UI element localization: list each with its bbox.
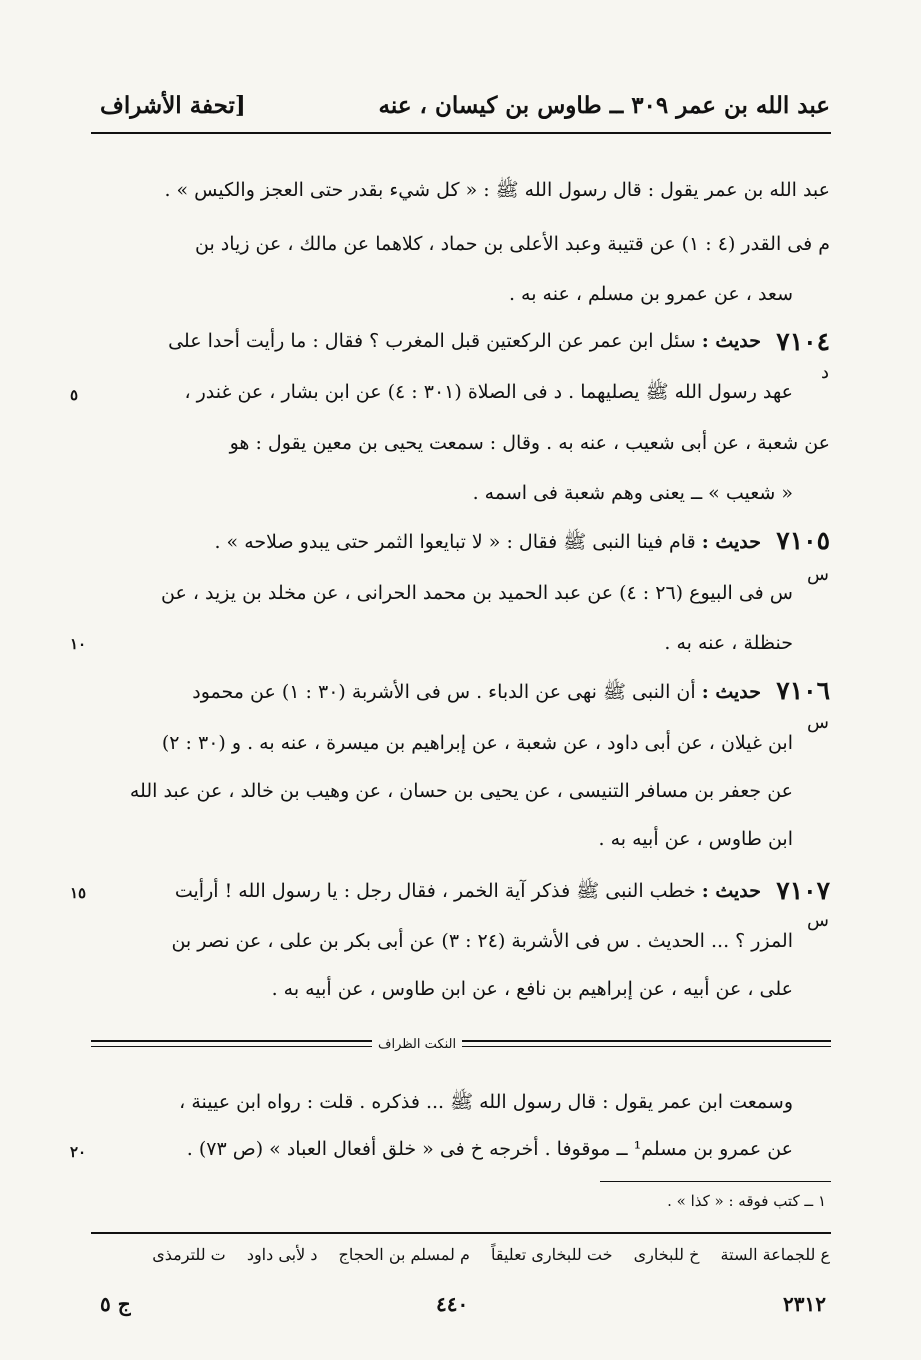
siglum: س <box>807 910 829 931</box>
text-line: عن شعبة ، عن أبى شعيب ، عنه به . وقال : سمعت يحيى بن معين يقول : هو <box>229 432 830 454</box>
siglum: د <box>820 362 829 383</box>
text-line: س فى البيوع (٢٦ : ٤) عن عبد الحميد بن محمد الحرانى ، عن مخلد بن يزيد ، عن <box>161 582 793 604</box>
text-line: حنظلة ، عنه به . <box>664 632 793 654</box>
hadith-text: قام فينا النبى ﷺ فقال : « لا تبايعوا الثمر حتى يبدو صلاحه » . <box>214 531 696 553</box>
text-line: ابن طاوس ، عن أبيه به . <box>598 828 793 850</box>
text-line: عبد الله بن عمر يقول : قال رسول الله ﷺ : « كل شيء بقدر حتى العجز والكيس » . <box>164 179 830 201</box>
footnote: ١ ــ كتب فوقه : « كذا » . <box>667 1192 826 1210</box>
hadith-first-line <box>101 879 761 907</box>
header-rule <box>91 132 831 134</box>
text-line: عهد رسول الله ﷺ يصليهما . د فى الصلاة (٣٠١ : ٤) عن ابن بشار ، عن غندر ، <box>184 381 793 403</box>
hadith-text: أن النبى ﷺ نهى عن الدباء . س فى الأشربة (٣٠ : ١) عن محمود <box>192 681 696 703</box>
nukat-heading: النكت الظراف <box>372 1037 462 1052</box>
part-number: ج ٥ <box>100 1292 131 1316</box>
text-line: م فى القدر (٤ : ١) عن قتيبة وعبد الأعلى بن حماد ، كلاهما عن مالك ، عن زياد بن <box>194 233 830 255</box>
margin-line-number: ١٥ <box>70 884 87 902</box>
hadith-number: ٧١٠٤ <box>776 327 830 356</box>
hadith-number: ٧١٠٥ <box>776 526 830 555</box>
text-line: المزر ؟ ... الحديث . س فى الأشربة (٢٤ : ٣) عن أبى بكر بن على ، عن نصر بن <box>171 930 793 952</box>
text-line: عن جعفر بن مسافر التنيسى ، عن يحيى بن حسان ، عن وهيب بن خالد ، عن عبد الله <box>129 780 793 802</box>
running-head-left: [تحفة الأشراف <box>100 92 246 119</box>
hadith-text: سئل ابن عمر عن الركعتين قبل المغرب ؟ فقال : ما رأيت أحدا على <box>168 330 696 352</box>
hadith-number: ٧١٠٦ <box>776 676 830 705</box>
legend-item: خ للبخارى <box>633 1245 700 1264</box>
margin-line-number: ٥ <box>70 386 79 404</box>
legend-item: د لأبى داود <box>246 1245 318 1264</box>
text-line: على ، عن أبيه ، عن إبراهيم بن نافع ، عن ابن طاوس ، عن أبيه به . <box>271 978 793 1000</box>
siglum: س <box>807 712 829 733</box>
legend-item: خت للبخارى تعليقاً <box>490 1245 613 1264</box>
hadith-label: حديث : <box>701 880 761 902</box>
sigla-legend <box>90 1245 830 1264</box>
hadith-label: حديث : <box>701 330 761 352</box>
siglum: س <box>807 564 829 585</box>
legend-item: ت للترمذى <box>152 1245 226 1264</box>
nukat-line: وسمعت ابن عمر يقول : قال رسول الله ﷺ ... فذكره . قلت : رواه ابن عيينة ، <box>179 1091 793 1113</box>
hadith-first-line <box>101 530 761 558</box>
hadith-label: حديث : <box>701 531 761 553</box>
hadith-first-line <box>101 330 761 352</box>
running-head-right: عبد الله بن عمر ٣٠٩ ــ طاوس بن كيسان ، عنه <box>378 92 830 119</box>
footnote-rule <box>600 1181 831 1182</box>
legend-item: م لمسلم بن الحجاج <box>338 1245 470 1264</box>
nukat-line: عن عمرو بن مسلم¹ ــ موقوفا . أخرجه خ فى « خلق أفعال العباد » (ص ٧٣) . <box>186 1138 793 1160</box>
hadith-first-line <box>101 680 761 708</box>
hadith-label: حديث : <box>701 681 761 703</box>
volume-number: ٢٣١٢ <box>783 1292 826 1316</box>
text-line: ابن غيلان ، عن أبى داود ، عن شعبة ، عن إبراهيم بن ميسرة ، عنه به . و (٣٠ : ٢) <box>161 732 793 754</box>
text-line: « شعيب » ــ يعنى وهم شعبة فى اسمه . <box>472 482 793 504</box>
legend-rule <box>91 1232 831 1234</box>
margin-line-number: ١٠ <box>70 635 87 653</box>
legend-item: ع للجماعة الستة <box>720 1245 830 1264</box>
margin-line-number: ٢٠ <box>70 1143 87 1161</box>
page-number: ٤٤٠ <box>436 1292 469 1316</box>
text-line: سعد ، عن عمرو بن مسلم ، عنه به . <box>508 283 793 305</box>
hadith-text: خطب النبى ﷺ فذكر آية الخمر ، فقال رجل : يا رسول الله ! أرأيت <box>174 880 696 902</box>
hadith-number: ٧١٠٧ <box>776 876 830 905</box>
